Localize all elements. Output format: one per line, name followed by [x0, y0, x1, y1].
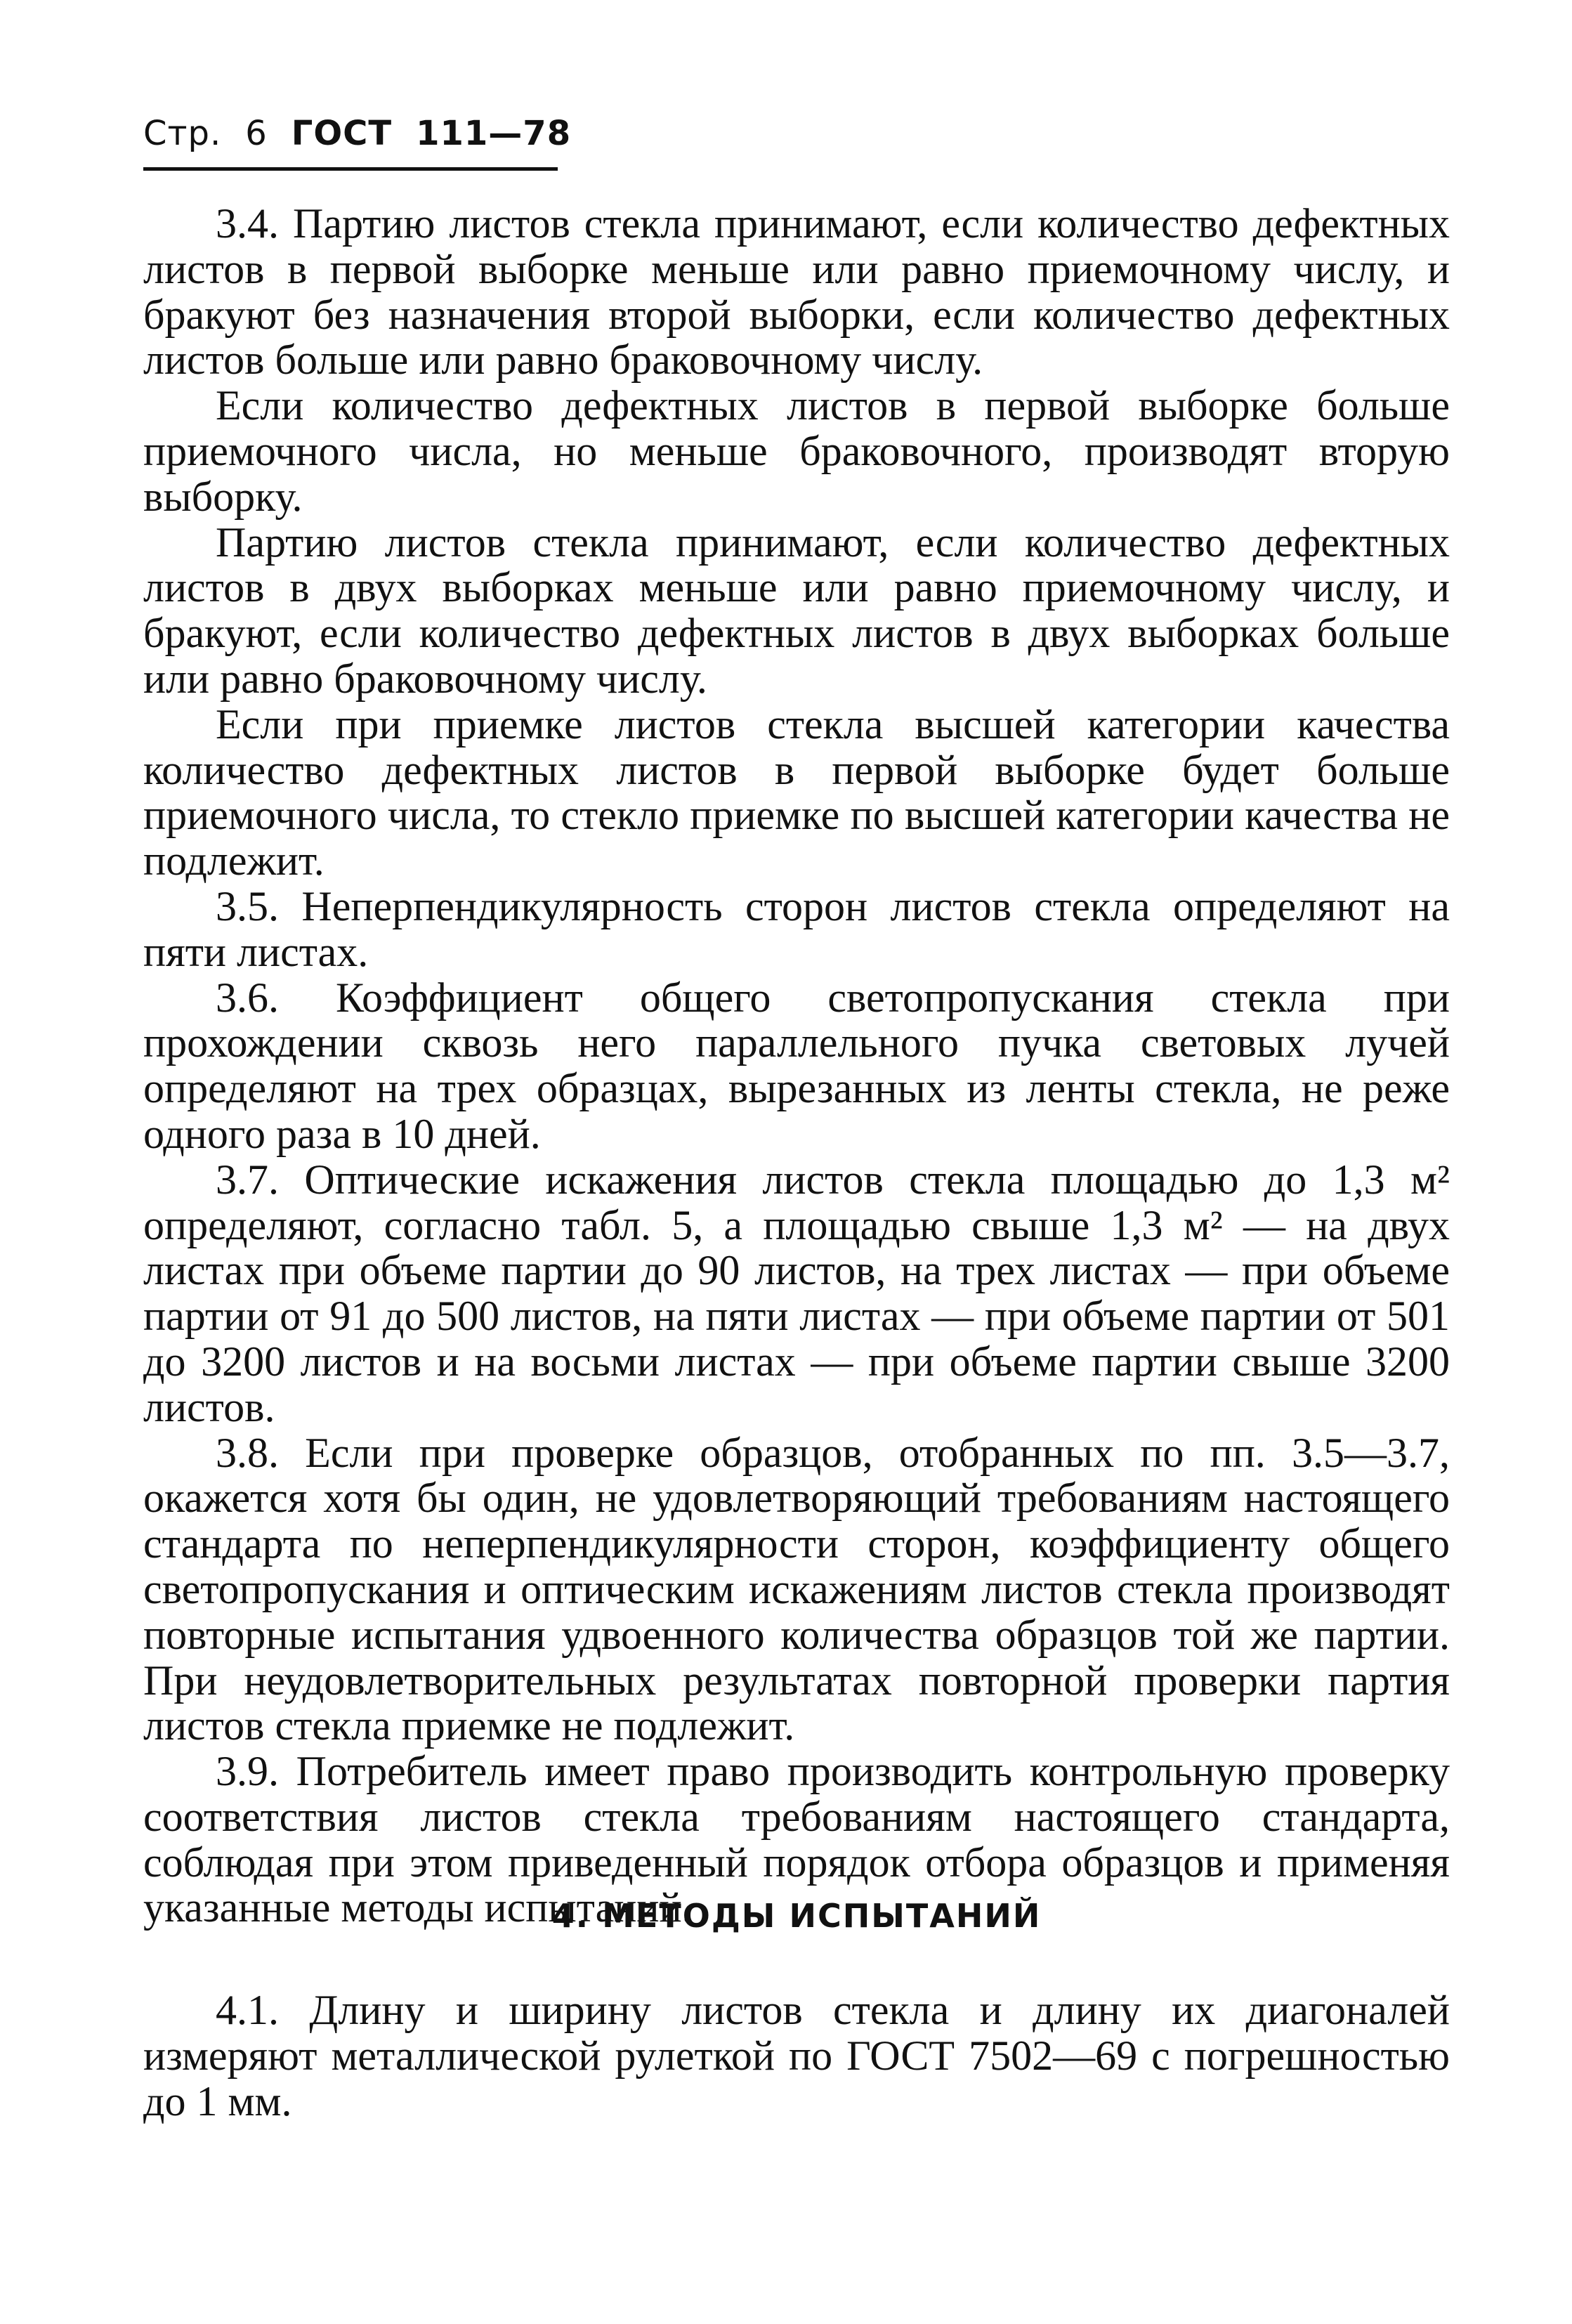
- paragraph-3-4-highest-category: Если при приемке листов стекла высшей категории качества количество дефектных листов в первой выборке будет больше приемочного числа, то стекло приемке по высшей категории качества не подлежит.: [143, 700, 1450, 884]
- paragraph-3-8: 3.8. Если при проверке образцов, отобранных по пп. 3.5—3.7, окажется хотя бы один, не удовлетворяющий требованиям настоящего стандарта по неперпендикулярности сторон, коэффициенту общего светопропускания и оптическим искажениям листов стекла производят повторные испытания удвоенного количества образцов той же партии. При неудовлетворительных результатах повторной проверки партия листов стекла приемке не подлежит.: [143, 1429, 1450, 1749]
- body-text: [143, 201, 1450, 1931]
- page-label: Стр.: [143, 114, 222, 153]
- header-rule: [143, 167, 558, 171]
- paragraph-3-6: 3.6. Коэффициент общего светопропускания стекла при прохождении сквозь него параллельного пучка световых лучей определяют на трех образцах, вырезанных из ленты стекла, не реже одного раза в 10 дней.: [143, 974, 1450, 1157]
- page-header: [143, 114, 595, 153]
- paragraph-4-1: 4.1. Длину и ширину листов стекла и длину их диагоналей измеряют металлической рулеткой по ГОСТ 7502—69 с погрешностью до 1 мм.: [143, 1987, 1450, 2124]
- paragraph-3-7: 3.7. Оптические искажения листов стекла площадью до 1,3 м² определяют, согласно табл. 5, а площадью свыше 1,3 м² — на двух листах при объеме партии до 90 листов, на трех листах — при объеме партии от 91 до 500 листов, на пяти листах — при объеме партии от 501 до 3200 листов и на восьми листах — при объеме партии свыше 3200 листов.: [143, 1156, 1450, 1430]
- standard-number: 111—78: [416, 114, 572, 153]
- paragraph-3-4: 3.4. Партию листов стекла принимают, если количество дефектных листов в первой выборке меньше или равно приемочному числу, и бракуют без назначения второй выборки, если количество дефектных листов больше или равно браковочному числу.: [143, 200, 1450, 384]
- paragraph-3-4-second-sample: Если количество дефектных листов в первой выборке больше приемочного числа, но меньше браковочного, производят вторую выборку.: [143, 382, 1450, 520]
- section-title: 4. МЕТОДЫ ИСПЫТАНИЙ: [551, 1897, 1042, 1935]
- page-number: 6: [245, 114, 268, 153]
- standard-label: ГОСТ: [291, 114, 393, 153]
- paragraph-3-5: 3.5. Неперпендикулярность сторон листов стекла определяют на пяти листах.: [143, 882, 1450, 975]
- paragraph-3-4-two-samples: Партию листов стекла принимают, если количество дефектных листов в двух выборках меньше или равно приемочному числу, и бракуют, если количество дефектных листов в двух выборках больше или равно браковочному числу.: [143, 518, 1450, 702]
- paragraph-3-9: 3.9. Потребитель имеет право производить контрольную проверку соответствия листов стекла требованиям настоящего стандарта, соблюдая при этом приведенный порядок отбора образцов и применяя указанные методы испытаний.: [143, 1748, 1450, 1931]
- section-text: [143, 1987, 1450, 2124]
